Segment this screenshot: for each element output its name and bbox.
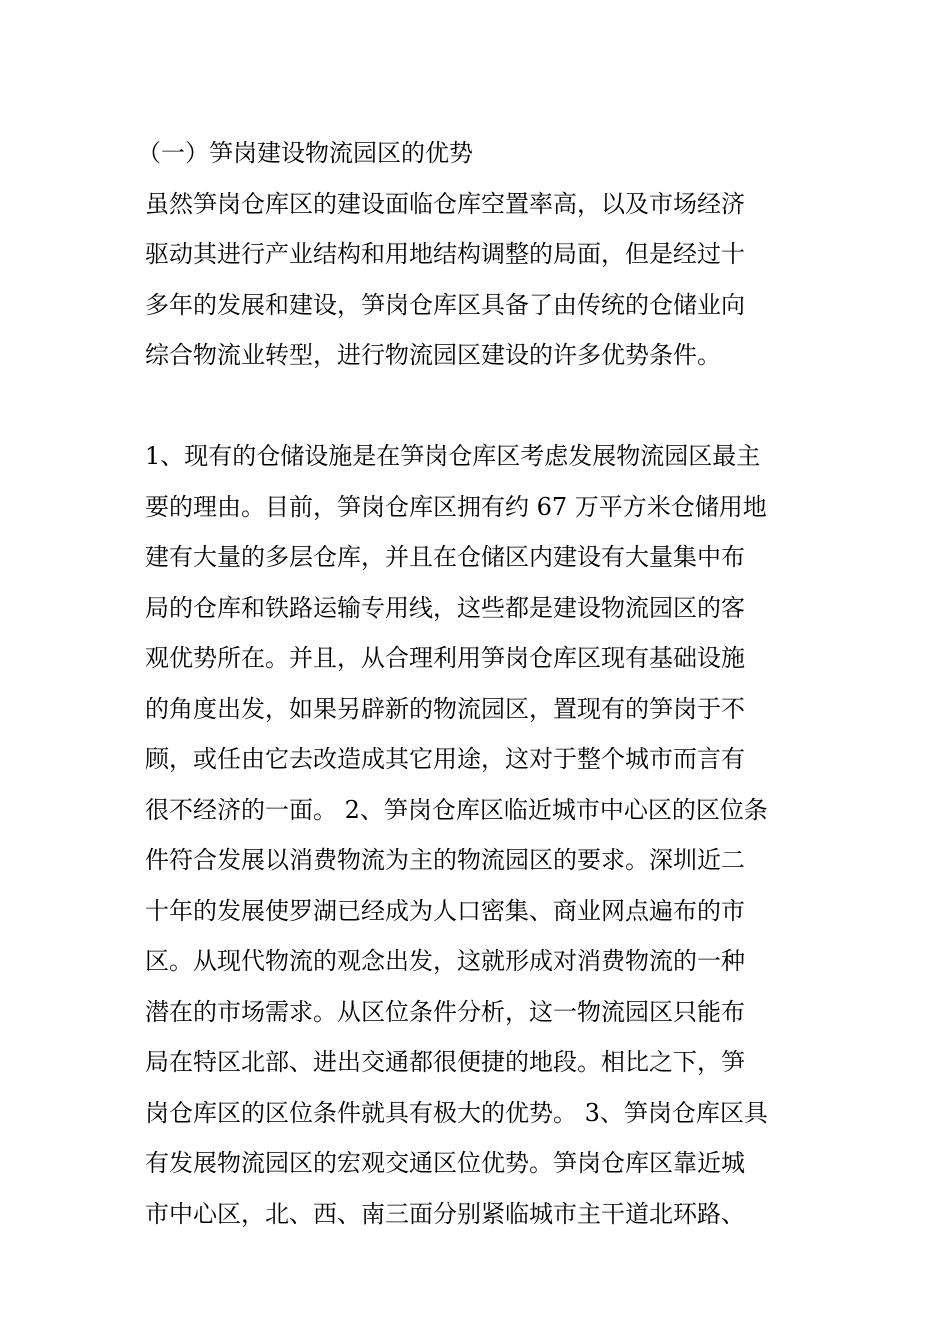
text-line: 局的仓库和铁路运输专用线，这些都是建设物流园区的客: [145, 593, 745, 622]
paragraph-1: [145, 179, 809, 381]
text-line: 要的理由。目前，笋岗仓库区拥有约 67 万平方米仓储用地: [145, 492, 767, 521]
text-line: 十年的发展使罗湖已经成为人口密集、商业网点遍布的市: [145, 896, 745, 925]
text-line: 建有大量的多层仓库，并且在仓储区内建设有大量集中布: [145, 543, 745, 571]
text-line: 综合物流业转型，进行物流园区建设的许多优势条件。: [145, 341, 721, 369]
paragraph-2: [145, 431, 809, 1239]
text-line: 观优势所在。并且，从合理利用笋岗仓库区现有基础设施: [145, 644, 745, 672]
text-line: 区。从现代物流的观念出发，这就形成对消费物流的一种: [145, 947, 745, 975]
text-line: 市中心区，北、西、南三面分别紧临城市主干道北环路、: [145, 1199, 745, 1228]
document-body: [137, 128, 809, 1239]
section-heading: （一）笋岗建设物流园区的优势: [137, 139, 473, 167]
text-line: 潜在的市场需求。从区位条件分析，这一物流园区只能布: [145, 997, 745, 1026]
text-line: 局在特区北部、进出交通都很便捷的地段。相比之下，笋: [145, 1048, 745, 1076]
text-line: 虽然笋岗仓库区的建设面临仓库空置率高，以及市场经济: [145, 189, 745, 218]
text-line: 多年的发展和建设，笋岗仓库区具备了由传统的仓储业向: [145, 290, 745, 319]
text-line: 岗仓库区的区位条件就具有极大的优势。 3、笋岗仓库区具: [145, 1098, 768, 1127]
text-line: 件符合发展以消费物流为主的物流园区的要求。深圳近二: [145, 846, 745, 874]
text-line: 驱动其进行产业结构和用地结构调整的局面，但是经过十: [145, 240, 745, 268]
text-line: 1、现有的仓储设施是在笋岗仓库区考虑发展物流园区最主: [145, 442, 761, 470]
text-line: 有发展物流园区的宏观交通区位优势。笋岗仓库区靠近城: [145, 1149, 745, 1177]
text-line: 的角度出发，如果另辟新的物流园区，置现有的笋岗于不: [145, 694, 745, 723]
text-line: 很不经济的一面。 2、笋岗仓库区临近城市中心区的区位条: [145, 795, 768, 824]
text-line: 顾，或任由它去改造成其它用途，这对于整个城市而言有: [145, 745, 745, 773]
paragraph-spacer: [145, 381, 809, 432]
